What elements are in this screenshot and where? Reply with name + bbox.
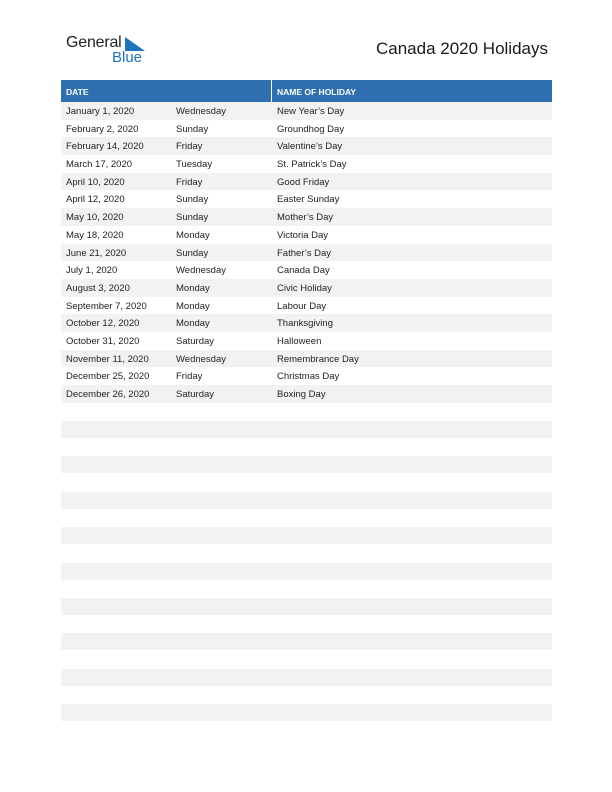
row-holiday-name: Easter Sunday bbox=[277, 194, 340, 206]
row-weekday: Wednesday bbox=[176, 353, 226, 365]
row-weekday: Friday bbox=[176, 141, 203, 153]
row-date: February 2, 2020 bbox=[66, 123, 139, 135]
row-holiday-name: Halloween bbox=[277, 335, 322, 347]
row-date: January 1, 2020 bbox=[66, 106, 135, 117]
table-body bbox=[61, 102, 552, 403]
table-row bbox=[61, 297, 552, 315]
table-row bbox=[61, 190, 552, 208]
row-date: August 3, 2020 bbox=[66, 282, 130, 294]
table-row bbox=[61, 385, 552, 403]
row-weekday: Monday bbox=[176, 300, 210, 312]
row-holiday-name: Good Friday bbox=[277, 176, 330, 188]
row-date: October 31, 2020 bbox=[66, 335, 140, 347]
generalblue-logo bbox=[66, 34, 156, 70]
table-row bbox=[61, 261, 552, 279]
row-weekday: Saturday bbox=[176, 335, 215, 347]
table-row bbox=[61, 244, 552, 262]
table-row bbox=[61, 120, 552, 138]
row-date: March 17, 2020 bbox=[66, 159, 133, 171]
row-holiday-name: St. Patrick’s Day bbox=[277, 159, 347, 171]
table-header bbox=[61, 80, 552, 102]
row-weekday: Sunday bbox=[176, 212, 209, 224]
table-row bbox=[61, 173, 552, 191]
empty-row-band bbox=[61, 704, 552, 721]
row-weekday: Friday bbox=[176, 371, 203, 383]
table-row bbox=[61, 332, 552, 350]
row-weekday: Tuesday bbox=[176, 159, 213, 171]
row-holiday-name: Remembrance Day bbox=[277, 353, 359, 365]
table-row bbox=[61, 102, 552, 120]
row-weekday: Wednesday bbox=[176, 265, 226, 277]
row-holiday-name: Labour Day bbox=[277, 300, 327, 312]
row-date: May 10, 2020 bbox=[66, 212, 124, 224]
empty-row-band bbox=[61, 669, 552, 686]
row-date: June 21, 2020 bbox=[66, 247, 127, 259]
header-holiday-name: NAME OF HOLIDAY bbox=[277, 87, 357, 97]
row-weekday: Friday bbox=[176, 176, 203, 188]
row-date: November 11, 2020 bbox=[66, 353, 149, 365]
logo-text-general: General bbox=[66, 34, 122, 51]
table-row bbox=[61, 350, 552, 368]
row-date: May 18, 2020 bbox=[66, 229, 124, 241]
empty-row-band bbox=[61, 492, 552, 509]
row-weekday: Sunday bbox=[176, 194, 209, 206]
row-weekday: Monday bbox=[176, 282, 210, 294]
page-title: Canada 2020 Holidays bbox=[375, 39, 548, 58]
row-weekday: Wednesday bbox=[176, 106, 226, 117]
empty-row-band bbox=[61, 563, 552, 580]
empty-row-band bbox=[61, 421, 552, 438]
row-holiday-name: Valentine’s Day bbox=[277, 141, 343, 153]
row-date: September 7, 2020 bbox=[66, 300, 147, 312]
row-weekday: Monday bbox=[176, 229, 210, 241]
empty-row-band bbox=[61, 527, 552, 544]
row-holiday-name: Thanksgiving bbox=[277, 318, 333, 330]
row-holiday-name: Victoria Day bbox=[277, 229, 329, 241]
table-row bbox=[61, 367, 552, 385]
row-date: April 10, 2020 bbox=[66, 176, 125, 188]
row-weekday: Saturday bbox=[176, 389, 215, 400]
row-weekday: Monday bbox=[176, 318, 210, 330]
row-holiday-name: Boxing Day bbox=[277, 389, 326, 400]
header-divider bbox=[271, 80, 272, 102]
row-holiday-name: Civic Holiday bbox=[277, 282, 332, 294]
row-date: February 14, 2020 bbox=[66, 141, 144, 153]
row-date: April 12, 2020 bbox=[66, 194, 125, 206]
row-holiday-name: Canada Day bbox=[277, 265, 330, 277]
empty-row-band bbox=[61, 598, 552, 615]
row-holiday-name: Groundhog Day bbox=[277, 123, 345, 135]
row-weekday: Sunday bbox=[176, 123, 209, 135]
empty-row-band bbox=[61, 633, 552, 650]
table-row bbox=[61, 137, 552, 155]
row-holiday-name: Father’s Day bbox=[277, 247, 332, 259]
header-date: DATE bbox=[66, 87, 89, 97]
table-row bbox=[61, 314, 552, 332]
row-holiday-name: New Year’s Day bbox=[277, 106, 345, 117]
table-row bbox=[61, 226, 552, 244]
row-date: December 26, 2020 bbox=[66, 389, 150, 400]
row-holiday-name: Mother’s Day bbox=[277, 212, 334, 224]
logo-text-blue: Blue bbox=[112, 49, 143, 66]
row-date: October 12, 2020 bbox=[66, 318, 140, 330]
row-date: December 25, 2020 bbox=[66, 371, 150, 383]
empty-row-band bbox=[61, 456, 552, 473]
row-holiday-name: Christmas Day bbox=[277, 371, 340, 383]
holiday-table bbox=[61, 80, 552, 403]
table-row bbox=[61, 208, 552, 226]
row-weekday: Sunday bbox=[176, 247, 209, 259]
table-row bbox=[61, 279, 552, 297]
table-row bbox=[61, 155, 552, 173]
row-date: July 1, 2020 bbox=[66, 265, 118, 277]
